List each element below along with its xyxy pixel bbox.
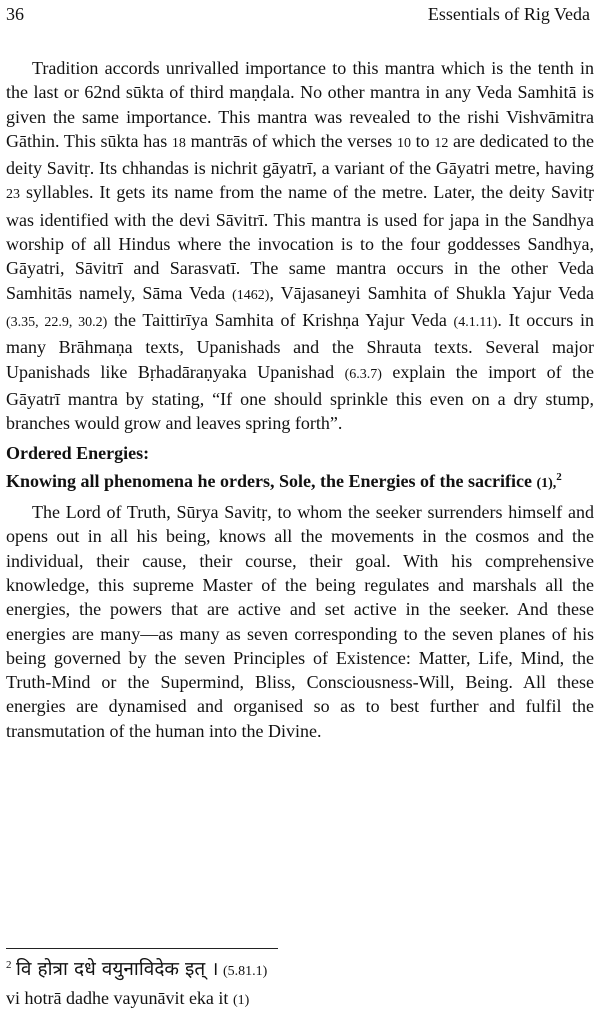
text-run: are dedicated to the deity Savitṛ. Its chhandas is nichrit gāyatrī, a variant of the Gāyatri metre, having	[6, 130, 594, 179]
footnote-sanskrit-line	[6, 956, 594, 985]
footnote	[6, 956, 594, 1014]
reference: (3.35, 22.9, 30.2)	[6, 314, 108, 330]
paragraph-mantra-tradition	[6, 56, 594, 435]
text-run: to	[410, 130, 435, 151]
footnote-number: 2	[6, 959, 12, 971]
text-run: the Taittirīya Samhita of Krishṇa Yajur Veda	[107, 309, 454, 330]
number-run: 12	[434, 135, 449, 151]
footnote-transliteration-line	[6, 985, 594, 1014]
reference: (6.3.7)	[344, 366, 382, 382]
transliteration: vi hotrā dadhe vayunāvit eka it	[6, 988, 233, 1008]
sanskrit-verse: वि होत्रा दधे वयुनाविदेक इत् ।	[16, 958, 219, 980]
footnote-divider	[6, 948, 278, 949]
page-header	[6, 4, 590, 28]
transliteration-reference: (1)	[232, 993, 250, 1008]
subheading-reference: (1),	[536, 475, 557, 491]
page-number: 36	[6, 4, 24, 24]
footnote-marker: 2	[556, 470, 562, 483]
subheading-text: Knowing all phenomena he orders, Sole, the Energies of the sacrifice	[6, 470, 537, 491]
reference: (1462)	[232, 287, 270, 303]
text-run: syllables. It gets its name from the name of the metre. Later, the deity Savitṛ was identified with the devi Sāvitrī. This mantra is used for japa in the Sandhya worship of all Hindus where the invocation is to the four goddesses Sandhya, Gāyatri, Sāvitrī and Sarasvatī. The same mantra occurs in the other Veda Samhitās namely, Sāma Veda	[6, 182, 594, 303]
page-body	[6, 56, 594, 743]
text-run: . It occurs in many Brāhmaṇa texts, Upanishads and the Shrauta texts. Several major Upanishads like Bṛhadāraṇyaka Upanishad	[6, 309, 594, 382]
number-run: 10	[396, 135, 411, 151]
number-run: 23	[6, 187, 20, 203]
text-run: , Vājasaneyi Samhita of Shukla Yajur Veda	[269, 282, 594, 303]
section-subheading	[6, 469, 594, 496]
verse-reference: (5.81.1)	[222, 964, 268, 979]
reference: (4.1.11)	[453, 314, 498, 330]
text-run: Tradition accords unrivalled importance to this mantra which is the tenth in the last or 62nd sūkta of third maṇḍala. No other mantra in any Veda Samhitā is given the same importance. This mantra was revealed to the rishi Vishvāmitra Gāthin. This sūkta has	[6, 58, 594, 151]
section-heading: Ordered Energies:	[6, 443, 150, 464]
number-run: 18	[171, 135, 186, 151]
text-run: mantrās of which the verses	[185, 130, 397, 151]
text-run: explain the import of the Gāyatrī mantra by stating, “If one should sprinkle this even on a dry stump, branches would grow and leaves spring forth”.	[6, 361, 595, 434]
paragraph-ordered-energies: The Lord of Truth, Sūrya Savitṛ, to whom the seeker surrenders himself and opens out in all his being, knows all the movements in the cosmos and the individual, their cause, their course, their goal. With his comprehensive knowledge, this supreme Master of the being regulates and marshals all the energies, the powers that are active and set active in the seeker. And these energies are many—as many as seven corresponding to the seven planes of his being governed by the seven Principles of Existence: Matter, Life, Mind, the Truth-Mind or the Supermind, Bliss, Consciousness-Will, Being. All these energies are dynamised and organised so as to best further and fulfil the transmutation of the human into the Divine.	[6, 502, 594, 741]
running-head: Essentials of Rig Veda	[427, 4, 590, 24]
